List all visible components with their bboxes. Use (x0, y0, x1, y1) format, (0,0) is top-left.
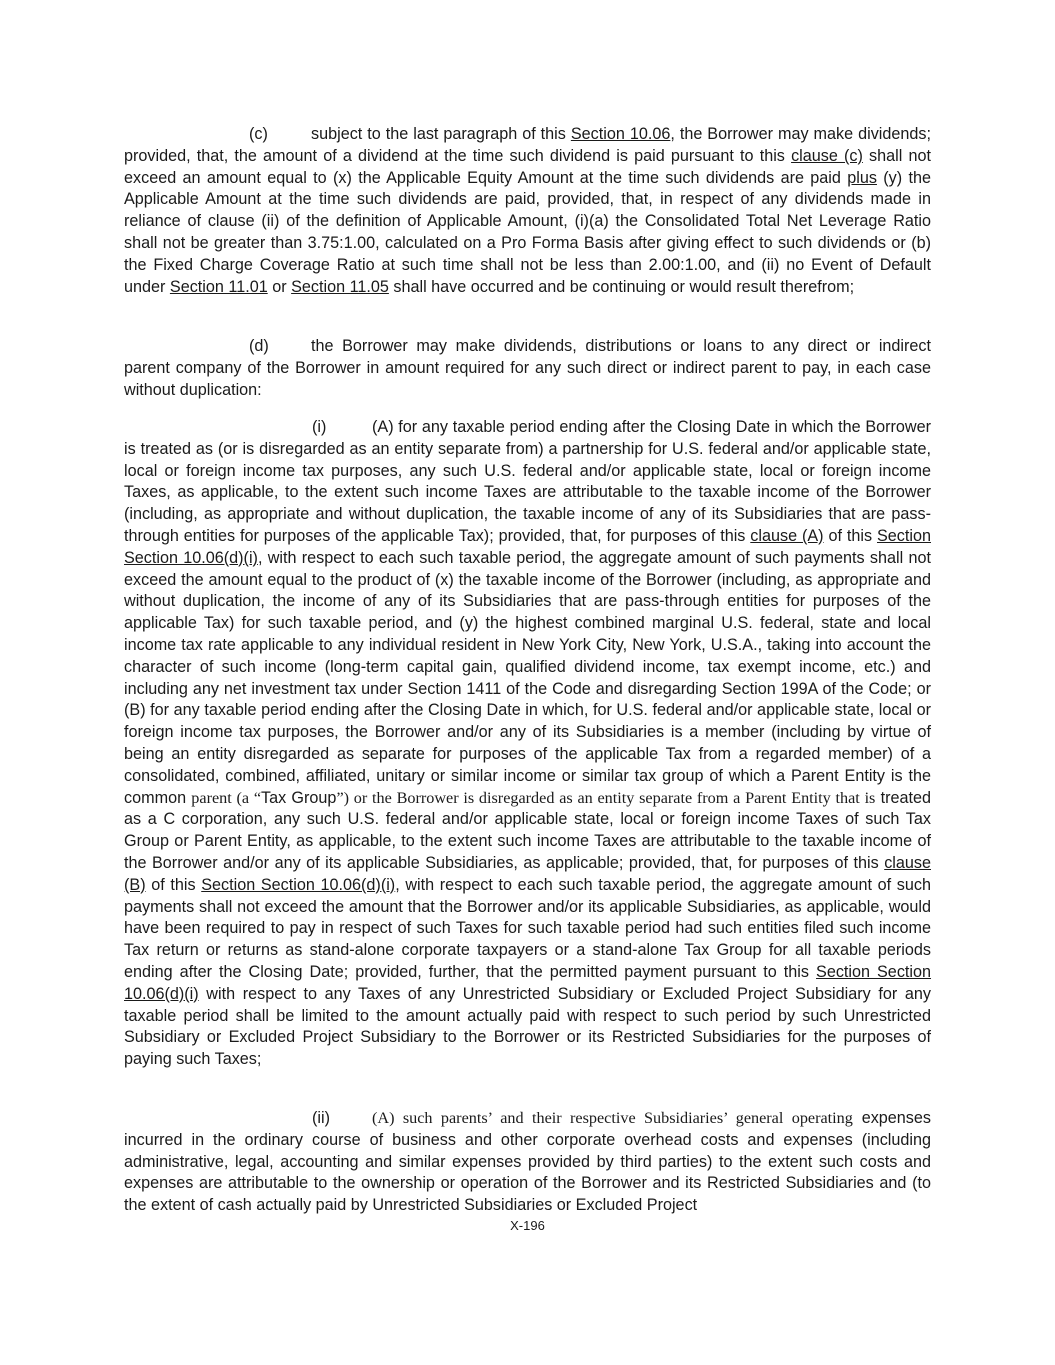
plus-term: plus (847, 168, 877, 187)
clause-c-reference: clause (c) (791, 146, 863, 165)
paragraph-d-ii (124, 1108, 931, 1217)
paragraph-i-serif-text: ”) or the Borrower is disregarded as an entity separate from a Parent Entity that is (336, 788, 876, 807)
paragraph-c (124, 124, 931, 298)
paragraph-ii-text: expenses incurred in the ordinary course of business and other corporate overhead costs and expenses (including administrative, legal, accounting and similar expenses provided by third parties) to the extent such costs and expenses are attributable to the ownership or operation of the Borrower and its Restricted Subsidiaries and (to the extent of cash actually paid by Unrestricted Subsidiaries or Excluded Project (124, 1109, 932, 1215)
page-number: X-196 (510, 1218, 545, 1233)
section-10-06-link: Section 10.06 (570, 125, 671, 143)
paragraph-i-text: of this (145, 875, 202, 894)
section-10-06-d-i-reference: Section Section 10.06(d)(i) (124, 962, 932, 1003)
paragraph-d (124, 336, 931, 401)
tax-group-term: Tax Group (261, 788, 337, 807)
paragraph-c-text: , the Borrower may make dividends; provided, that, the amount of a dividend at the time such dividend is paid pursuant to this (124, 125, 931, 165)
paragraph-i-text: (A) for any taxable period ending after the Closing Date in which the Borrower is treated as (or is disregarded as an entity separate from) a partnership for U.S. federal and/or applicable state, local or foreign income tax purposes, any such U.S. federal and/or applicable state, local or foreign income Taxes, as applicable, to the extent such income Taxes are attributable to the taxable income of the Borrower (including, as appropriate and without duplication, the taxable income of any of its Subsidiaries that are pass-through entities for purposes of the applicable Tax); provided, that, for purposes of this (124, 418, 931, 545)
paragraph-i-text: , with respect to each such taxable period, the aggregate amount of such payments shall not exceed the amount that the Borrower and/or its applicable Subsidiaries, as applicable, would have been required to pay in respect of such Taxes for such taxable period had such entities filed such income Tax return or returns as stand-alone corporate taxpayers or a stand-alone Tax Group for all taxable periods ending after the Closing Date; provided, further, that the permitted payment pursuant to this (124, 875, 931, 981)
paragraph-c-text: shall have occurred and be continuing or would result therefrom; (388, 277, 855, 296)
paragraph-i-text: with respect to any Taxes of any Unrestricted Subsidiary or Excluded Project Subsidiary for any taxable period shall be limited to the amount actually paid with respect to such period by such Unrestricted Subsidiary or Excluded Project Subsidiary to the Borrower or its Restricted Subsidiaries for the purposes of paying such Taxes; (124, 984, 931, 1069)
section-10-06-d-i-reference: Section Section 10.06(d)(i) (201, 875, 396, 894)
paragraph-c-text: or (267, 277, 292, 296)
paragraph-i-text: , with respect to each such taxable period, the aggregate amount of such payments shall not exceed the amount equal to the product of (x) the taxable income of the Borrower (including, as appropriate and without duplication, the income of any of its Subsidiaries that are pass-through entities for purposes of the applicable Tax) for such taxable period, and (y) the highest combined marginal U.S. federal, state and local income tax rate applicable to any individual resident in New York City, New York, U.S.A., taking into account the character of such income (long-term capital gain, qualified dividend income, tax exempt income, etc.) and including any net investment tax under Section 1411 of the Code and disregarding Section 199A of the Code; or (B) for any taxable period ending after the Closing Date in which, for U.S. federal and/or applicable state, local or foreign income tax purposes, the Borrower and/or any of its Subsidiaries is a member (including by virtue of being an entity disregarded as separate for purposes of the applicable Tax from a regarded member) of a consolidated, combined, affiliated, unitary or similar income or similar tax group of which a Parent Entity is the common (124, 548, 931, 807)
section-11-01-reference: Section 11.01 (169, 277, 268, 296)
paragraph-d-label: (d) (249, 337, 269, 355)
paragraph-d-text: the Borrower may make dividends, distributions or loans to any direct or indirect parent company of the Borrower in amount required for any such direct or indirect parent to pay, in each case without duplication: (124, 337, 931, 399)
paragraph-c-label: (c) (249, 125, 268, 143)
section-11-05-reference: Section 11.05 (291, 277, 389, 296)
paragraph-i-label: (i) (312, 418, 327, 436)
paragraph-c-text: subject to the last paragraph of this (311, 125, 571, 143)
paragraph-i-text: of this (823, 526, 877, 545)
paragraph-c-text: shall not exceed an amount equal to (x) the Applicable Equity Amount at the time such dividends are paid (124, 146, 931, 187)
paragraph-i-serif-text: parent (a “ (191, 788, 262, 807)
clause-b-reference: clause (B) (124, 853, 931, 894)
paragraph-c-text: (y) the Applicable Amount at the time such dividends are paid, provided, that, in respect of any dividends made in reliance of clause (ii) of the definition of Applicable Amount, (i)(a) the Consolidated Total Net Leverage Ratio shall not be greater than 3.75:1.00, calculated on a Pro Forma Basis after giving effect to such dividends or (b) the Fixed Charge Coverage Ratio at such time shall not be less than 2.00:1.00, and (ii) no Event of Default under (124, 168, 932, 296)
paragraph-i-text: treated as a C corporation, any such U.S. federal and/or applicable state, local or foreign income Taxes of such Tax Group or Parent Entity, as applicable, to the extent such income Taxes are attributable to the taxable income of the Borrower and/or any of its applicable Subsidiaries, as applicable; provided, that, for purposes of this (124, 788, 931, 872)
paragraph-ii-label: (ii) (312, 1109, 330, 1127)
paragraph-ii-serif-text: (A) such parents’ and their respective Subsidiaries’ general operating (372, 1109, 853, 1127)
section-10-06-d-i-reference: Section Section 10.06(d)(i) (124, 526, 931, 567)
clause-a-reference: clause (A) (750, 526, 824, 545)
paragraph-d-i (124, 417, 931, 1071)
